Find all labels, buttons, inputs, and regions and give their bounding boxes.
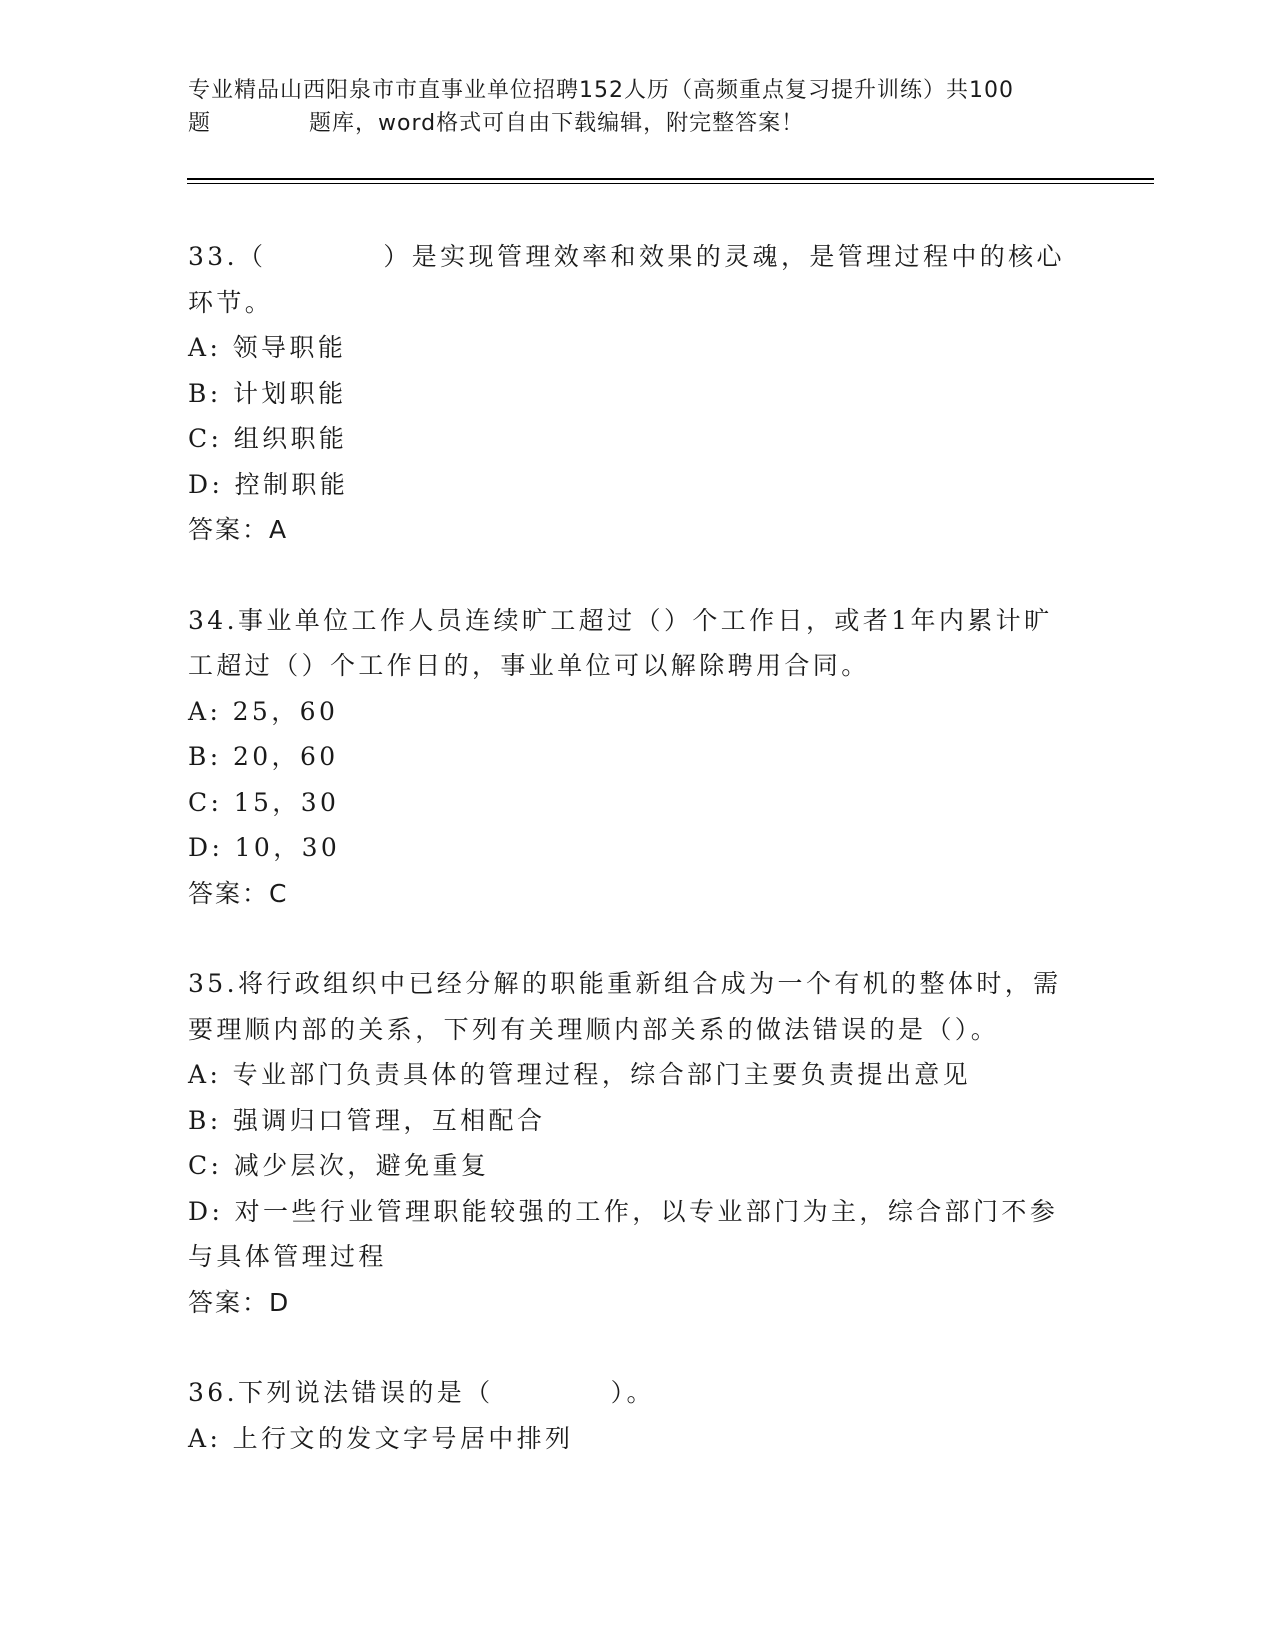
question-text-start: 36.下列说法错误的是（ <box>188 1378 494 1407</box>
question-text-start: 33.（ <box>188 242 267 271</box>
option-a: A: 上行文的发文字号居中排列 <box>188 1423 574 1453</box>
option-b: B: 计划职能 <box>188 378 347 408</box>
question-36 <box>188 1370 1078 1461</box>
header-line-2 <box>188 107 1088 140</box>
document-header <box>188 74 1088 140</box>
question-34 <box>188 598 1078 917</box>
option-a: A: 专业部门负责具体的管理过程，综合部门主要负责提出意见 <box>188 1060 972 1089</box>
question-text: 35.将行政组织中已经分解的职能重新组合成为一个有机的整体时，需要理顺内部的关系，下列有关理顺内部关系的做法错误的是（）。 <box>188 969 1062 1044</box>
option-b: B: 强调归口管理，互相配合 <box>188 1105 546 1135</box>
header-line-1: 专业精品山西阳泉市市直事业单位招聘152人历（高频重点复习提升训练）共100 <box>188 78 1014 103</box>
header-line-2-start: 题 <box>188 111 212 136</box>
header-rule-thick <box>187 178 1154 180</box>
header-rule-thin <box>187 183 1154 184</box>
option-b: B: 20，60 <box>188 742 339 771</box>
option-c: C: 组织职能 <box>188 424 348 453</box>
answer-line: 答案：A <box>188 515 289 544</box>
option-a: A: 25，60 <box>188 696 339 726</box>
question-text <box>188 234 1078 325</box>
option-a: A: 领导职能 <box>188 333 347 362</box>
question-text <box>188 1370 1078 1416</box>
option-d: D: 对一些行业管理职能较强的工作，以专业部门为主，综合部门不参与具体管理过程 <box>188 1196 1059 1271</box>
answer-line: 答案：D <box>188 1287 291 1317</box>
question-33 <box>188 234 1078 553</box>
question-text: 34.事业单位工作人员连续旷工超过（）个工作日，或者1年内累计旷工超过（）个工作日的，事业单位可以解除聘用合同。 <box>188 605 1053 680</box>
question-list <box>188 234 1078 1506</box>
question-35 <box>188 961 1078 1325</box>
answer-line: 答案：C <box>188 878 289 908</box>
option-c: C: 减少层次，避免重复 <box>188 1151 490 1180</box>
option-c: C: 15，30 <box>188 787 340 817</box>
header-line-2-rest: 题库，word格式可自由下载编辑，附完整答案！ <box>309 111 805 136</box>
option-d: D: 控制职能 <box>188 469 349 499</box>
option-d: D: 10，30 <box>188 833 341 862</box>
question-text-end: ）。 <box>610 1378 655 1407</box>
question-text-end: ）是实现管理效率和效果的灵魂，是管理过程中的核心环节。 <box>188 242 1065 317</box>
